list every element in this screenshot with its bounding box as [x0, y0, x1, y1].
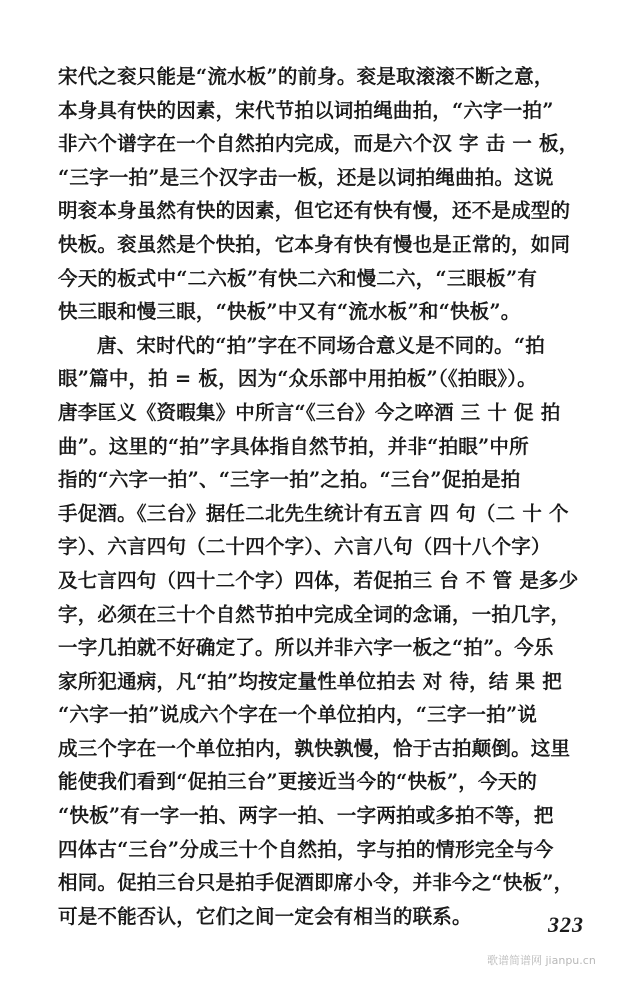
- text-line: 宋代之衮只能是“流水板”的前身。衮是取滚滚不断之意，: [58, 65, 554, 88]
- text-line: “快板”有一字一拍、两字一拍、一字两拍或多拍不等，把: [58, 804, 554, 828]
- text-line: 四体古“三台”分成三十个自然拍，字与拍的情形完全与今: [58, 837, 554, 861]
- text-line: 唐李匡义《资暇集》中所言“《三台》今之啐酒 三 十 促 拍: [58, 400, 561, 424]
- text-line: 快板。衮虽然是个快拍，它本身有快有慢也是正常的，如同: [58, 232, 571, 256]
- text-line: 明衮本身虽然有快的因素，但它还有快有慢，还不是成型的: [58, 199, 571, 223]
- paragraph-start-line: 唐、宋时代的“拍”字在不同场合意义是不同的。“拍: [97, 333, 545, 357]
- text-line: 家所犯通病，凡“拍”均按定量性单位拍去 对 待，结 果 把: [58, 669, 562, 693]
- text-line: 今天的板式中“二六板”有快二六和慢二六，“三眼板”有: [58, 266, 538, 290]
- text-line: 字）、六言四句（二十四个字）、六言八句（四十八个字）: [58, 535, 551, 559]
- text-line: 手促酒。《三台》据任二北先生统计有五言 四 句（二 十 个: [58, 501, 569, 525]
- body-text: [58, 60, 610, 933]
- text-line: 指的“六字一拍”、“三字一拍”之拍。“三台”促拍是拍: [58, 468, 521, 492]
- text-line: “三字一拍”是三个汉字击一板，还是以词拍绳曲拍。这说: [58, 165, 554, 189]
- text-line: 本身具有快的因素，宋代节拍以词拍绳曲拍，“六字一拍”: [58, 98, 554, 122]
- watermark-text: 歌谱简谱网 jianpu.cn: [487, 954, 596, 967]
- text-line: 快三眼和慢三眼，“快板”中又有“流水板”和“快板”。: [58, 300, 521, 324]
- text-line: 可是不能否认，它们之间一定会有相当的联系。: [58, 904, 472, 928]
- page-number: 323: [548, 912, 584, 937]
- text-line: 一字几拍就不好确定了。所以并非六字一板之“拍”。今乐: [58, 636, 554, 660]
- text-line: 相同。促拍三台只是拍手促酒即席小令，并非今之“快板”，: [58, 871, 574, 895]
- text-line: 字，必须在三十个自然节拍中完成全词的念诵，一拍几字，: [58, 602, 571, 626]
- text-line: “六字一拍”说成六个字在一个单位拍内，“三字一拍”说: [58, 703, 538, 727]
- text-line: 能使我们看到“促拍三台”更接近当今的“快板”，今天的: [58, 770, 538, 794]
- text-line: 及七言四句（四十二个字）四体，若促拍三 台 不 管 是多少: [58, 568, 579, 592]
- text-line: 曲”。这里的“拍”字具体指自然节拍，并非“拍眼”中所: [58, 434, 529, 458]
- text-line: 眼”篇中，拍 = 板，因为“众乐部中用拍板”（《拍眼》）。: [58, 367, 537, 391]
- text-line: 成三个字在一个单位拍内，孰快孰慢，恰于古拍颠倒。这里: [58, 736, 571, 760]
- text-line: 非六个谱字在一个自然拍内完成，而是六个汉 字 击 一 板，: [58, 132, 579, 156]
